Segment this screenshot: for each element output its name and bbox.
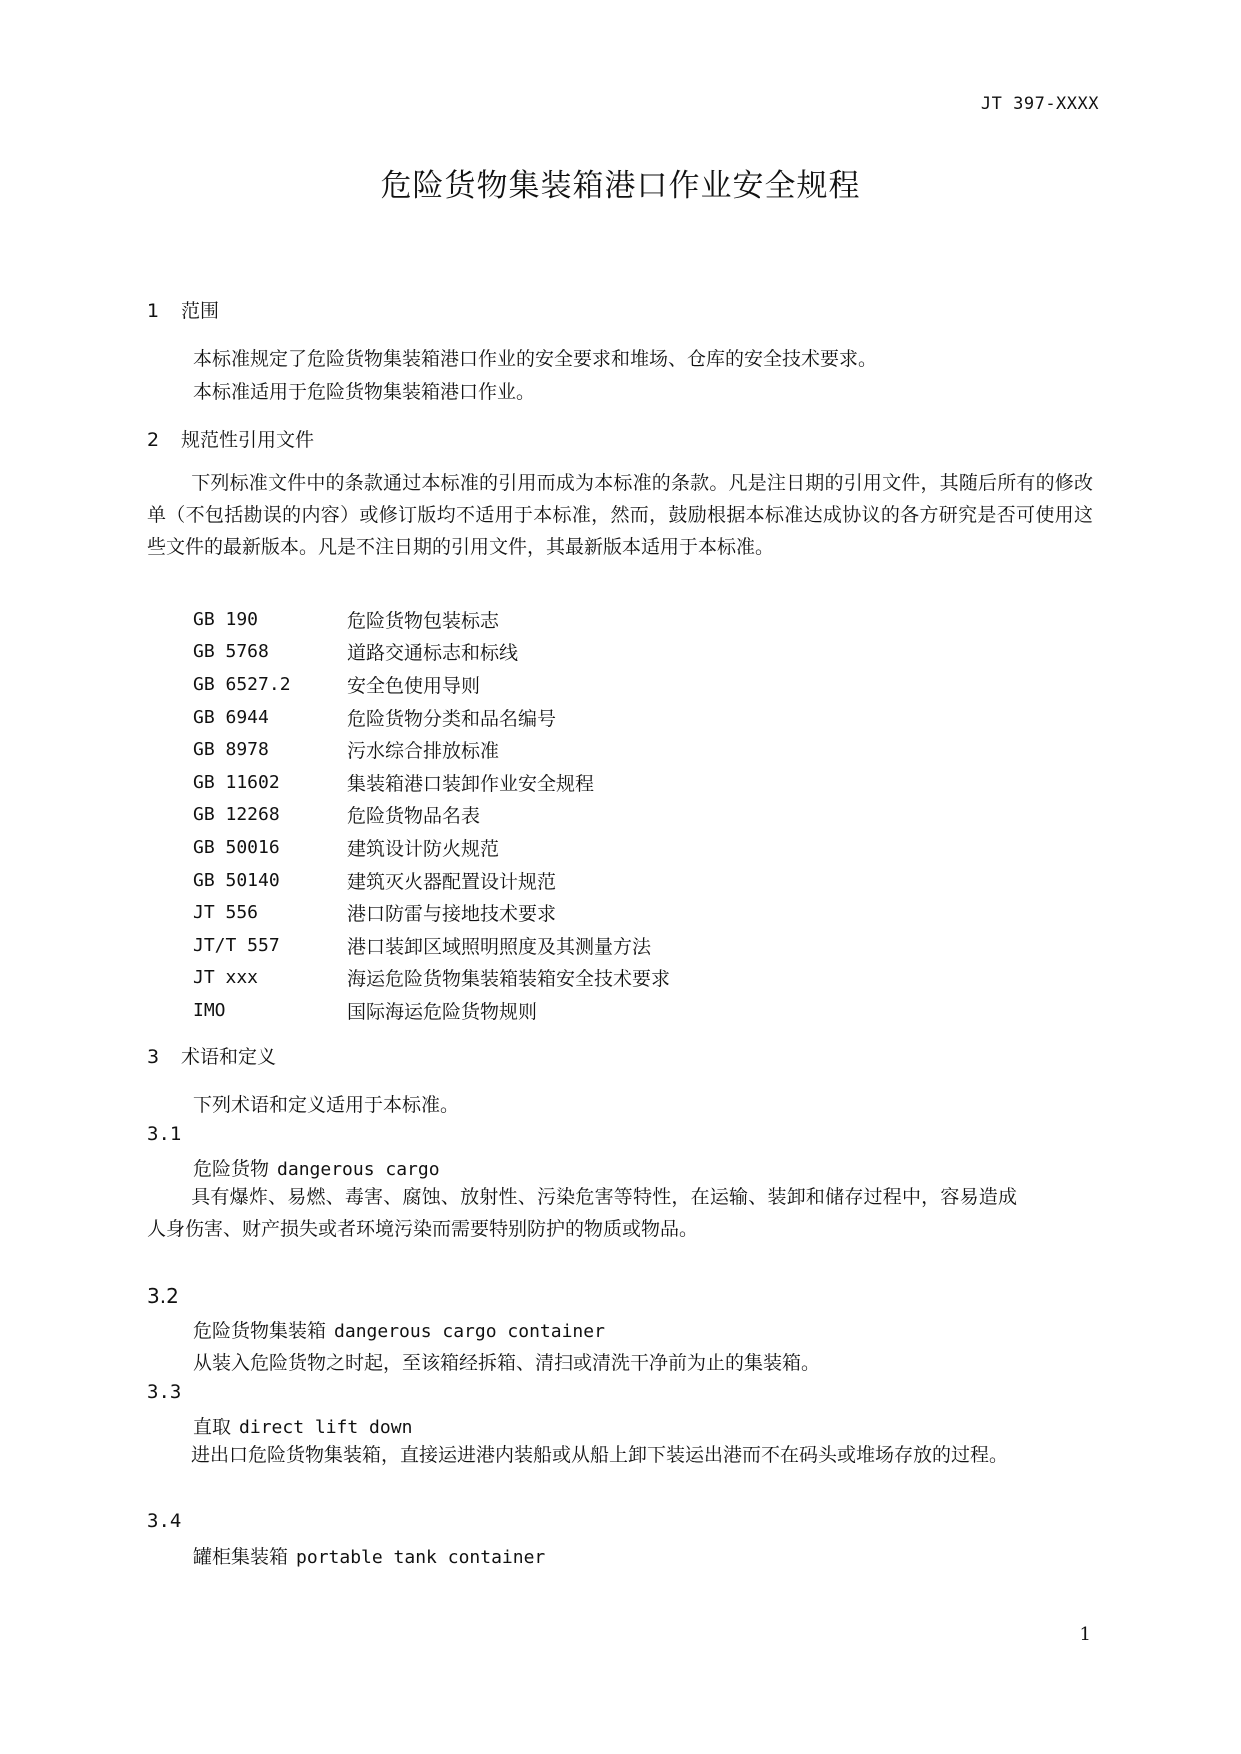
- section-number: 2: [147, 429, 160, 451]
- reference-code: GB 8978: [193, 739, 269, 761]
- paragraph: 本标准规定了危险货物集装箱港口作业的安全要求和堆场、仓库的安全技术要求。: [193, 348, 878, 370]
- section-number: 1: [147, 300, 160, 322]
- list-item: [193, 799, 670, 832]
- reference-code: GB 5768: [193, 641, 269, 663]
- term-definition: 从装入危险货物之时起，至该箱经拆箱、清扫或清洗干净前为止的集装箱。: [193, 1352, 821, 1374]
- standard-code: JT 397-XXXX: [980, 94, 1099, 114]
- section-title: 术语和定义: [181, 1046, 277, 1068]
- list-item: [193, 668, 670, 701]
- term-heading: [193, 1154, 440, 1181]
- term-heading: [193, 1412, 412, 1439]
- term-heading: [193, 1542, 545, 1569]
- list-item: [193, 896, 670, 929]
- list-item: [193, 701, 670, 734]
- reference-title: 危险货物包装标志: [347, 609, 500, 632]
- reference-code: JT/T 557: [193, 934, 280, 956]
- reference-title: 国际海运危险货物规则: [347, 1000, 538, 1023]
- list-item: [193, 733, 670, 766]
- reference-code: GB 6527.2: [193, 673, 291, 695]
- document-title: 危险货物集装箱港口作业安全规程: [380, 168, 861, 204]
- term-definition: 具有爆炸、易燃、毒害、腐蚀、放射性、污染危害等特性，在运输、装卸和储存过程中，容易造成人身伤害、财产损失或者环境污染而需要特别防护的物质或物品。: [147, 1186, 1017, 1240]
- term-en: dangerous cargo container: [334, 1321, 605, 1342]
- list-item: [193, 929, 670, 962]
- reference-title: 污水综合排放标准: [347, 740, 500, 763]
- reference-code: GB 50016: [193, 836, 280, 858]
- references-intro: 下列标准文件中的条款通过本标准的引用而成为本标准的条款。凡是注日期的引用文件，其随后所有的修改单（不包括勘误的内容）或修订版均不适用于本标准，然而，鼓励根据本标准达成协议的各方研究是否可使用这些文件的最新版本。凡是不注日期的引用文件，其最新版本适用于本标准。: [147, 472, 1093, 558]
- list-item: [193, 766, 670, 799]
- list-item: [193, 636, 670, 669]
- reference-code: GB 6944: [193, 706, 269, 728]
- term-en: portable tank container: [296, 1547, 546, 1568]
- paragraph: [147, 467, 1093, 563]
- reference-code: GB 12268: [193, 804, 280, 826]
- reference-code: JT 556: [193, 902, 259, 924]
- reference-title: 港口防雷与接地技术要求: [347, 903, 557, 926]
- page-number: 1: [1079, 1624, 1091, 1645]
- reference-title: 道路交通标志和标线: [347, 642, 519, 665]
- section-heading-normative-references: [147, 425, 314, 452]
- paragraph: 本标准适用于危险货物集装箱港口作业。: [193, 381, 536, 403]
- term-definition: 进出口危险货物集装箱，直接运进港内装船或从船上卸下装运出港而不在码头或堆场存放的过程。: [191, 1444, 1009, 1466]
- paragraph: 下列术语和定义适用于本标准。: [193, 1094, 460, 1116]
- list-item: [193, 994, 670, 1027]
- reference-code: GB 11602: [193, 771, 280, 793]
- reference-code: IMO: [193, 999, 226, 1021]
- reference-code: JT xxx: [193, 967, 259, 989]
- section-heading-scope: [147, 296, 219, 323]
- list-item: [193, 831, 670, 864]
- section-number: 3: [147, 1046, 160, 1068]
- reference-title: 危险货物品名表: [347, 805, 481, 828]
- reference-title: 建筑设计防火规范: [347, 837, 500, 860]
- list-item: [193, 864, 670, 897]
- term-zh: 直取: [193, 1416, 232, 1438]
- term-heading: [193, 1316, 605, 1343]
- reference-title: 港口装卸区域照明照度及其测量方法: [347, 935, 652, 958]
- reference-title: 危险货物分类和品名编号: [347, 707, 557, 730]
- reference-title: 海运危险货物集装箱装箱安全技术要求: [347, 968, 671, 991]
- reference-title: 集装箱港口装卸作业安全规程: [347, 772, 595, 795]
- term-number: 3.3: [147, 1381, 182, 1403]
- section-title: 范围: [181, 300, 220, 322]
- term-en: dangerous cargo: [277, 1159, 440, 1180]
- term-zh: 危险货物: [193, 1158, 270, 1180]
- term-zh: 罐柜集装箱: [193, 1546, 289, 1568]
- reference-title: 安全色使用导则: [347, 674, 481, 697]
- term-number: 3.4: [147, 1510, 182, 1532]
- reference-list: [193, 603, 670, 1027]
- section-title: 规范性引用文件: [181, 429, 315, 451]
- reference-title: 建筑灭火器配置设计规范: [347, 870, 557, 893]
- list-item: [193, 603, 670, 636]
- section-heading-terms: [147, 1042, 276, 1069]
- term-number: 3.1: [147, 1123, 182, 1145]
- list-item: [193, 962, 670, 995]
- reference-code: GB 190: [193, 608, 259, 630]
- term-en: direct lift down: [239, 1417, 413, 1438]
- term-number: 3.2: [147, 1284, 179, 1308]
- reference-code: GB 50140: [193, 869, 280, 891]
- term-zh: 危险货物集装箱: [193, 1320, 327, 1342]
